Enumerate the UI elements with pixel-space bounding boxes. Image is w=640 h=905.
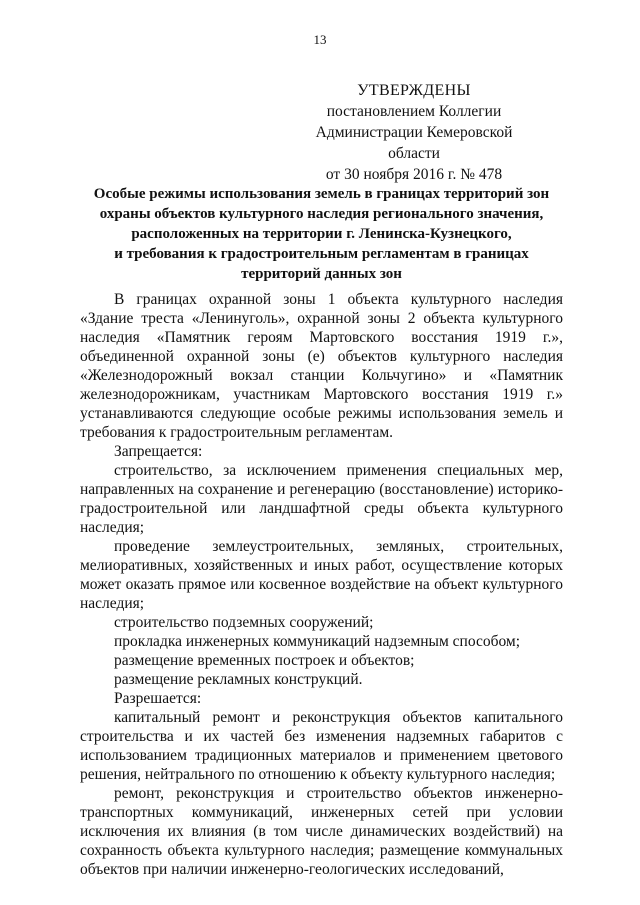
approval-heading: УТВЕРЖДЕНЫ — [357, 82, 471, 99]
page-number: 13 — [313, 32, 327, 47]
paragraph: размещение временных построек и объектов; — [114, 652, 415, 669]
paragraph: строительство, за исключением применения специальных мер, направленных на сохранение и регенерацию (восстановление) историко-градостроительной или ландшафтной среды объекта культурного наследия; — [80, 462, 563, 536]
approval-date-line: от 30 ноября 2016 г. № 478 — [325, 166, 503, 183]
paragraph: капитальный ремонт и реконструкция объектов капитального строительства и их частей без изменения надземных габаритов с использованием традиционных материалов и применением цветового решения, нейтрального по отношению к объекту культурного наследия; — [80, 709, 563, 783]
paragraph: проведение землеустроительных, земляных, строительных, мелиоративных, хозяйственных и иных работ, осуществление которых может оказать прямое или косвенное воздействие на объект культурного наследия; — [80, 538, 563, 612]
paragraph: строительство подземных сооружений; — [114, 614, 374, 631]
paragraph: прокладка инженерных коммуникаций надземным способом; — [114, 633, 521, 650]
approval-line: Администрации Кемеровской области — [315, 124, 513, 162]
paragraph: В границах охранной зоны 1 объекта культурного наследия «Здание треста «Ленинуголь», охранной зоны 2 объекта культурного наследия «Памятник героям Мартовского восстания 1919 г.», объединенной охранной зоны (е) объектов культурного наследия «Железнодорожный вокзал станции Кольчугино» и «Памятник железнодорожникам, участникам Мартовского восстания 1919 г.» устанавливаются следующие особые режимы использования земель и требования к градостроительным регламентам. — [80, 291, 563, 441]
approval-block — [300, 80, 528, 185]
paragraph: ремонт, реконструкция и строительство объектов инженерно-транспортных коммуникаций, инженерных сетей при условии исключения их влияния (в том числе динамических воздействий) на сохранность объекта культурного наследия; размещение коммунальных объектов при наличии инженерно-геологических исследований, — [80, 785, 563, 878]
paragraph: размещение рекламных конструкций. — [114, 671, 363, 688]
title-line: расположенных на территории г. Ленинска-Кузнецкого, — [131, 226, 512, 242]
document-title — [80, 184, 563, 284]
paragraph: Запрещается: — [114, 443, 203, 460]
title-line: Особые режимы использования земель в границах территорий зон — [93, 186, 550, 202]
approval-line: постановлением Коллегии — [326, 103, 502, 120]
paragraph: Разрешается: — [114, 690, 202, 707]
title-line: охраны объектов культурного наследия регионального значения, — [99, 206, 544, 222]
title-line: и требования к градостроительным регламентам в границах — [114, 246, 529, 262]
title-line: территорий данных зон — [241, 266, 402, 282]
document-body — [80, 290, 563, 879]
